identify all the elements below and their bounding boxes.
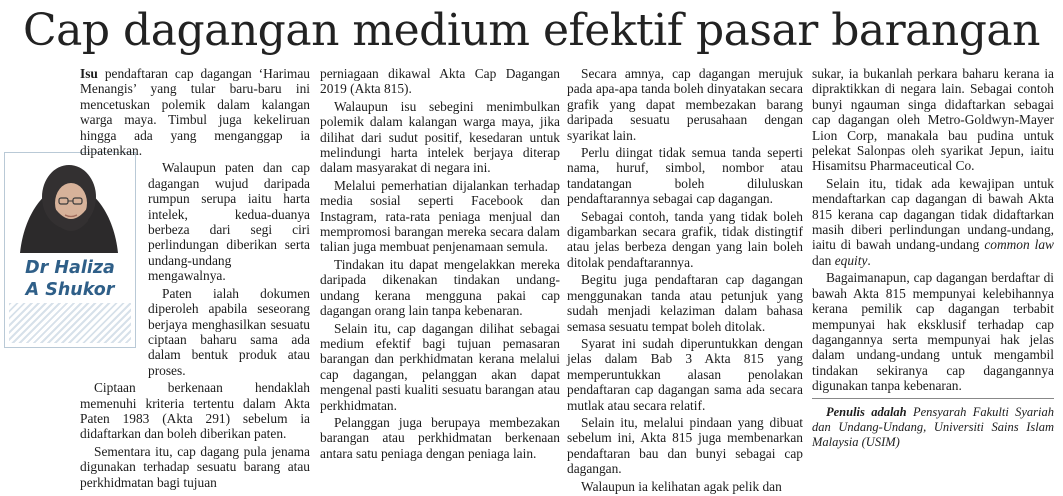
italic-term: equity	[834, 252, 868, 268]
paragraph: Bagaimanapun, cap dagangan berdaftar di bawah Akta 815 mempunyai kelebihannya kerana pemilik cap dagangan terbabit mempunyai hak eksklusif terhadap cap dagangannya serta mempunyai hak jelas dalam undang-undang untuk mengambil tindakan sekiranya cap dagangannya digunakan tanpa kebenaran.	[812, 270, 1054, 394]
paragraph: Walaupun isu sebegini menimbulkan polemik dalam kalangan warga maya, jika dilihat dari sudut positif, kesedaran untuk melindungi harta intelek berjaya diterap dalam masyarakat di negara ini.	[320, 98, 560, 176]
paragraph: Sementara itu, cap dagang pula jenama digunakan terhadap sesuatu barang atau perkhidmatan bagi tujuan	[80, 443, 310, 490]
paragraph: Begitu juga pendaftaran cap dagangan menggunakan tanda atau petunjuk yang sudah menjadi kelaziman dalam bahasa semasa sesuatu tempat boleh ditolak.	[567, 272, 803, 334]
paragraph: Sebagai contoh, tanda yang tidak boleh digambarkan secara grafik, tidak distingtif atau jelas berbeza dengan yang lain boleh ditolak pendaftarannya.	[567, 208, 803, 270]
lead-word: Isu	[80, 66, 98, 81]
author-box-spacer	[0, 164, 140, 362]
italic-term: common law	[984, 237, 1054, 253]
paragraph-text: pendaftaran cap dagangan ‘Harimau Menangis’ yang tular baru-baru ini mencetuskan polemik dalam kalangan warga maya. Timbul juga kekeliruan hingga ada yang menganggap ia dipatenkan.	[80, 66, 310, 159]
paragraph: sukar, ia bukanlah perkara baharu kerana ia dipraktikkan di negara lain. Sebagai contoh bunyi ngauman singa didaftarkan sebagai cap dagangan oleh Metro-Goldwyn-Mayer Lion Corp, manakala bau pudina untuk pelekat Salonpas oleh syarikat Jepun, iaitu Hisamitsu Pharmaceutical Co.	[812, 66, 1054, 174]
paragraph: Selain itu, melalui pindaan yang dibuat sebelum ini, Akta 815 juga membenarkan pendaftaran bau dan bunyi sebagai cap dagangan.	[567, 414, 803, 477]
paragraph: Pelanggan juga berupaya membezakan barangan atau perkhidmatan berkenaan antara satu peniaga dengan peniaga lain.	[320, 414, 560, 461]
paragraph: Perlu diingat tidak semua tanda seperti nama, huruf, simbol, nombor atau tandatangan boleh diluluskan pendaftarannya sebagai cap dagangan.	[567, 145, 803, 207]
column-2	[320, 66, 560, 463]
footnote-label: Penulis adalah	[826, 404, 907, 419]
paragraph: Walaupun paten dan cap dagangan wujud daripada rumpun serupa iaitu harta intelek, kedua-duanya berbeza dari segi ciri perlindungan diberikan serta undang-undang mengawalnya.	[148, 160, 310, 284]
paragraph: Syarat ini sudah diperuntukkan dengan jelas dalam Bab 3 Akta 815 yang memperuntukkan alasan penolakan pendaftaran cap dagangan sama ada secara mutlak atau secara relatif.	[567, 335, 803, 413]
author-name-line1: Dr Haliza	[25, 258, 115, 278]
conjunction: dan	[812, 252, 835, 268]
paragraph: Ciptaan berkenaan hendaklah memenuhi kriteria tertentu dalam Akta Paten 1983 (Akta 291) sebelum ia didaftarkan dan boleh diberikan paten.	[80, 380, 310, 442]
column-3	[567, 66, 803, 496]
paragraph: Melalui pemerhatian dijalankan terhadap media sosial seperti Facebook dan Instagram, rata-rata peniaga menjual dan mempromosi barangan mereka secara dalam talian juga membuat penjenamaan semula.	[320, 177, 560, 255]
paragraph: Walaupun ia kelihatan agak pelik dan	[581, 478, 782, 494]
paragraph-text: Selain itu, tidak ada kewajipan untuk mendaftarkan cap dagangan di bawah Akta 815 kerana cap dagangan tidak didaftarkan masih diberi perlindungan undang-undang, iaitu di bawah undang-undang	[812, 175, 1054, 253]
author-name-line2: A Shukor	[25, 280, 115, 300]
author-footnote	[812, 405, 1054, 450]
paragraph: Tindakan itu dapat mengelakkan mereka daripada dikenakan tindakan undang-undang kerana mengguna pakai cap dagangan orang lain tanpa kebenaran.	[320, 256, 560, 319]
paragraph: Selain itu, cap dagangan dilihat sebagai medium efektif bagi tujuan pemasaran barangan dan perkhidmatan kerana melalui cap dagangan, pelanggan akan dapat mengenal pasti kualiti sesuatu barangan atau perkhidmatan.	[320, 320, 560, 413]
paragraph: Paten ialah dokumen diperoleh apabila seseorang berjaya menghasilkan sesuatu ciptaan baharu sama ada dalam bentuk produk atau proses.	[148, 285, 310, 378]
paragraph	[80, 66, 310, 158]
footnote-text: Pensyarah Fakulti Syariah dan Undang-Undang, Universiti Sains Islam Malaysia (USIM)	[812, 404, 1055, 449]
divider	[812, 398, 1054, 399]
paragraph: Secara amnya, cap dagangan merujuk pada apa-apa tanda boleh dinyatakan secara grafik yang dapat membezakan barang daripada sesuatu perusahaan dengan syarikat lain.	[567, 66, 803, 143]
headline: Cap dagangan medium efektif pasar barangan	[23, 5, 1040, 56]
period: .	[867, 252, 871, 268]
paragraph	[812, 176, 1054, 268]
paragraph: perniagaan dikawal Akta Cap Dagangan 2019 (Akta 815).	[320, 66, 560, 97]
column-4	[812, 66, 1054, 452]
column-1	[80, 66, 310, 492]
